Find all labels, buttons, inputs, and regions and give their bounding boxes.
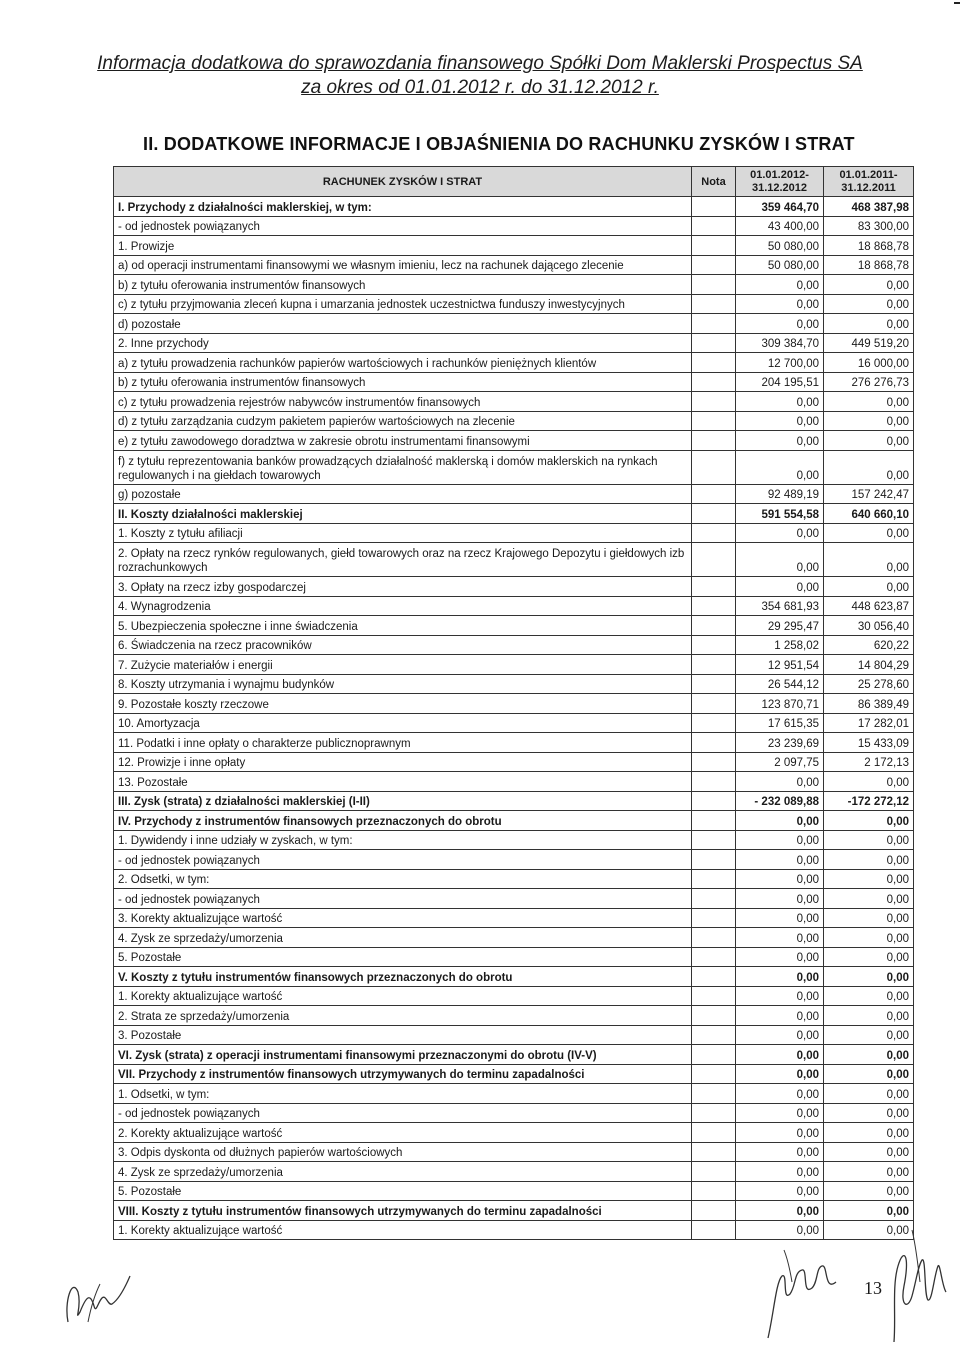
table-row	[114, 674, 914, 694]
row-value-2012: 0,00	[736, 850, 824, 870]
row-label: 1. Odsetki, w tym:	[114, 1084, 692, 1104]
row-nota	[692, 1220, 736, 1240]
row-label: VIII. Koszty z tytułu instrumentów finansowych utrzymywanych do terminu zapadalności	[114, 1201, 692, 1221]
row-value-2011: 0,00	[824, 1162, 914, 1182]
row-value-2012: 0,00	[736, 523, 824, 543]
row-value-2011: 449 519,20	[824, 333, 914, 353]
row-value-2011: 0,00	[824, 830, 914, 850]
row-value-2012: 0,00	[736, 986, 824, 1006]
row-label: 13. Pozostałe	[114, 772, 692, 792]
row-label: III. Zysk (strata) z działalności maklerskiej (I-II)	[114, 791, 692, 811]
row-label: a) od operacji instrumentami finansowymi we własnym imieniu, lecz na rachunek dającego zlecenie	[114, 255, 692, 275]
row-label: 11. Podatki i inne opłaty o charakterze publicznoprawnym	[114, 733, 692, 753]
row-label: 1. Korekty aktualizujące wartość	[114, 1220, 692, 1240]
row-value-2012: 0,00	[736, 392, 824, 412]
row-value-2011: 25 278,60	[824, 674, 914, 694]
row-value-2011: 30 056,40	[824, 616, 914, 636]
row-nota	[692, 928, 736, 948]
row-value-2011: 0,00	[824, 1103, 914, 1123]
table-row	[114, 1123, 914, 1143]
row-value-2012: 12 700,00	[736, 353, 824, 373]
table-row	[114, 275, 914, 295]
table-row	[114, 635, 914, 655]
row-value-2012: 0,00	[736, 1220, 824, 1240]
table-row	[114, 967, 914, 987]
row-nota	[692, 197, 736, 217]
row-value-2012: 0,00	[736, 577, 824, 597]
table-row	[114, 504, 914, 524]
row-nota	[692, 869, 736, 889]
row-value-2011: 0,00	[824, 1045, 914, 1065]
row-label: a) z tytułu prowadzenia rachunków papierów wartościowych i rachunków pieniężnych klientów	[114, 353, 692, 373]
row-nota	[692, 1142, 736, 1162]
table-row	[114, 1201, 914, 1221]
row-value-2011: 17 282,01	[824, 713, 914, 733]
row-nota	[692, 908, 736, 928]
row-value-2012: 0,00	[736, 294, 824, 314]
row-nota	[692, 830, 736, 850]
row-label: - od jednostek powiązanych	[114, 1103, 692, 1123]
table-row	[114, 523, 914, 543]
row-value-2012: 23 239,69	[736, 733, 824, 753]
table-row	[114, 655, 914, 675]
row-value-2011: 0,00	[824, 275, 914, 295]
row-label: 3. Korekty aktualizujące wartość	[114, 908, 692, 928]
table-row	[114, 216, 914, 236]
row-label: - od jednostek powiązanych	[114, 850, 692, 870]
table-row	[114, 372, 914, 392]
row-nota	[692, 504, 736, 524]
row-value-2011: 0,00	[824, 811, 914, 831]
row-value-2011: 0,00	[824, 908, 914, 928]
row-value-2011: 0,00	[824, 1006, 914, 1026]
table-row	[114, 1220, 914, 1240]
row-label: 5. Pozostałe	[114, 947, 692, 967]
row-value-2012: 0,00	[736, 811, 824, 831]
corner-mark	[954, 2, 960, 4]
table-row	[114, 830, 914, 850]
row-value-2011: 15 433,09	[824, 733, 914, 753]
row-label: 1. Prowizje	[114, 236, 692, 256]
row-value-2012: 0,00	[736, 1201, 824, 1221]
row-label: c) z tytułu prowadzenia rejestrów nabywców instrumentów finansowych	[114, 392, 692, 412]
row-value-2011: 0,00	[824, 1220, 914, 1240]
row-label: 2. Strata ze sprzedaży/umorzenia	[114, 1006, 692, 1026]
row-label: 12. Prowizje i inne opłaty	[114, 752, 692, 772]
document-header	[0, 52, 960, 100]
row-label: 9. Pozostałe koszty rzeczowe	[114, 694, 692, 714]
row-value-2012: 0,00	[736, 314, 824, 334]
row-value-2012: 29 295,47	[736, 616, 824, 636]
header-line-1: Informacja dodatkowa do sprawozdania finansowego Spółki Dom Maklerski Prospectus SA	[97, 53, 863, 74]
row-nota	[692, 752, 736, 772]
row-value-2012: 0,00	[736, 1045, 824, 1065]
row-value-2012: 0,00	[736, 411, 824, 431]
table-row	[114, 577, 914, 597]
income-statement-table	[113, 166, 914, 1240]
row-nota	[692, 216, 736, 236]
row-value-2011: 0,00	[824, 431, 914, 451]
table-row	[114, 752, 914, 772]
row-label: 1. Dywidendy i inne udziały w zyskach, w tym:	[114, 830, 692, 850]
row-label: 8. Koszty utrzymania i wynajmu budynków	[114, 674, 692, 694]
row-value-2011: 620,22	[824, 635, 914, 655]
row-label: e) z tytułu zawodowego doradztwa w zakresie obrotu instrumentami finansowymi	[114, 431, 692, 451]
row-value-2012: 17 615,35	[736, 713, 824, 733]
table-row	[114, 889, 914, 909]
row-value-2011: 0,00	[824, 523, 914, 543]
row-label: 4. Wynagrodzenia	[114, 596, 692, 616]
table-row	[114, 986, 914, 1006]
row-value-2012: 204 195,51	[736, 372, 824, 392]
row-value-2011: 2 172,13	[824, 752, 914, 772]
table-row	[114, 1006, 914, 1026]
row-value-2011: 0,00	[824, 947, 914, 967]
row-nota	[692, 431, 736, 451]
row-value-2011: 0,00	[824, 986, 914, 1006]
row-nota	[692, 986, 736, 1006]
row-nota	[692, 889, 736, 909]
row-value-2012: 0,00	[736, 1181, 824, 1201]
row-nota	[692, 733, 736, 753]
header-line-2: za okres od 01.01.2012 r. do 31.12.2012 r.	[301, 77, 659, 98]
row-value-2012: 1 258,02	[736, 635, 824, 655]
row-value-2011: 0,00	[824, 850, 914, 870]
table-row	[114, 353, 914, 373]
row-value-2011: 0,00	[824, 869, 914, 889]
row-value-2011: 468 387,98	[824, 197, 914, 217]
row-nota	[692, 523, 736, 543]
table-row	[114, 333, 914, 353]
row-value-2012: 0,00	[736, 275, 824, 295]
row-label: 3. Odpis dyskonta od dłużnych papierów wartościowych	[114, 1142, 692, 1162]
row-nota	[692, 1181, 736, 1201]
column-header-period-2012: 01.01.2012- 31.12.2012	[736, 167, 824, 197]
row-nota	[692, 1064, 736, 1084]
row-label: b) z tytułu oferowania instrumentów finansowych	[114, 275, 692, 295]
table-row	[114, 850, 914, 870]
table-row	[114, 928, 914, 948]
row-value-2012: 0,00	[736, 869, 824, 889]
row-nota	[692, 1045, 736, 1065]
row-value-2012: 0,00	[736, 947, 824, 967]
row-nota	[692, 1201, 736, 1221]
table-body	[114, 197, 914, 1240]
table-row	[114, 1142, 914, 1162]
row-nota	[692, 1103, 736, 1123]
row-nota	[692, 543, 736, 577]
page-number: 13	[864, 1278, 882, 1298]
row-label: d) pozostałe	[114, 314, 692, 334]
row-value-2012: 92 489,19	[736, 484, 824, 504]
row-label: VI. Zysk (strata) z operacji instrumentami finansowymi przeznaczonymi do obrotu (IV-V)	[114, 1045, 692, 1065]
column-header-title: RACHUNEK ZYSKÓW I STRAT	[114, 167, 692, 197]
row-value-2011: 18 868,78	[824, 236, 914, 256]
row-nota	[692, 372, 736, 392]
row-label: 5. Ubezpieczenia społeczne i inne świadczenia	[114, 616, 692, 636]
row-nota	[692, 392, 736, 412]
row-value-2011: 0,00	[824, 543, 914, 577]
table-row	[114, 197, 914, 217]
row-nota	[692, 635, 736, 655]
row-value-2011: 448 623,87	[824, 596, 914, 616]
row-label: 7. Zużycie materiałów i energii	[114, 655, 692, 675]
table-row	[114, 772, 914, 792]
row-label: 2. Inne przychody	[114, 333, 692, 353]
row-nota	[692, 655, 736, 675]
row-value-2012: 0,00	[736, 772, 824, 792]
table-row	[114, 1045, 914, 1065]
row-nota	[692, 596, 736, 616]
column-header-period-2011: 01.01.2011- 31.12.2011	[824, 167, 914, 197]
table-row	[114, 294, 914, 314]
row-label: - od jednostek powiązanych	[114, 216, 692, 236]
row-label: 1. Korekty aktualizujące wartość	[114, 986, 692, 1006]
row-value-2011: 86 389,49	[824, 694, 914, 714]
table-header-row	[114, 167, 914, 197]
row-nota	[692, 1162, 736, 1182]
row-nota	[692, 674, 736, 694]
row-value-2011: 0,00	[824, 411, 914, 431]
row-value-2011: 0,00	[824, 392, 914, 412]
row-nota	[692, 411, 736, 431]
row-value-2011: 0,00	[824, 1181, 914, 1201]
row-value-2011: 18 868,78	[824, 255, 914, 275]
row-value-2012: 0,00	[736, 1103, 824, 1123]
row-nota	[692, 1084, 736, 1104]
table-row	[114, 484, 914, 504]
row-label: V. Koszty z tytułu instrumentów finansowych przeznaczonych do obrotu	[114, 967, 692, 987]
row-nota	[692, 850, 736, 870]
row-value-2012: 43 400,00	[736, 216, 824, 236]
table-row	[114, 431, 914, 451]
section-title: II. DODATKOWE INFORMACJE I OBJAŚNIENIA DO RACHUNKU ZYSKÓW I STRAT	[143, 134, 855, 154]
row-value-2011: 0,00	[824, 314, 914, 334]
row-value-2012: 12 951,54	[736, 655, 824, 675]
row-value-2012: 0,00	[736, 967, 824, 987]
row-value-2012: 0,00	[736, 889, 824, 909]
row-nota	[692, 713, 736, 733]
row-label: 1. Koszty z tytułu afiliacji	[114, 523, 692, 543]
row-value-2012: - 232 089,88	[736, 791, 824, 811]
table-row	[114, 411, 914, 431]
row-label: 10. Amortyzacja	[114, 713, 692, 733]
table-row	[114, 616, 914, 636]
row-value-2011: 0,00	[824, 889, 914, 909]
row-value-2011: 0,00	[824, 1064, 914, 1084]
row-nota	[692, 275, 736, 295]
row-value-2011: 0,00	[824, 577, 914, 597]
row-nota	[692, 772, 736, 792]
row-value-2011: 0,00	[824, 1123, 914, 1143]
row-value-2012: 354 681,93	[736, 596, 824, 616]
row-value-2012: 0,00	[736, 431, 824, 451]
row-value-2012: 0,00	[736, 1123, 824, 1143]
row-label: - od jednostek powiązanych	[114, 889, 692, 909]
row-value-2011: 0,00	[824, 772, 914, 792]
row-value-2012: 0,00	[736, 908, 824, 928]
row-value-2012: 0,00	[736, 1064, 824, 1084]
table-row	[114, 236, 914, 256]
signature-right	[882, 1226, 952, 1346]
row-label: 4. Zysk ze sprzedaży/umorzenia	[114, 1162, 692, 1182]
row-value-2012: 50 080,00	[736, 236, 824, 256]
table-row	[114, 713, 914, 733]
row-nota	[692, 694, 736, 714]
table-row	[114, 543, 914, 577]
row-value-2011: 276 276,73	[824, 372, 914, 392]
row-nota	[692, 967, 736, 987]
row-nota	[692, 1025, 736, 1045]
row-value-2011: 16 000,00	[824, 353, 914, 373]
row-label: 2. Opłaty na rzecz rynków regulowanych, giełd towarowych oraz na rzecz Krajowego Depozytu i giełdowych izb rozrachunkowych	[114, 543, 692, 577]
row-value-2012: 123 870,71	[736, 694, 824, 714]
row-label: 4. Zysk ze sprzedaży/umorzenia	[114, 928, 692, 948]
row-value-2012: 0,00	[736, 1142, 824, 1162]
table-row	[114, 392, 914, 412]
row-label: d) z tytułu zarządzania cudzym pakietem papierów wartościowych na zlecenie	[114, 411, 692, 431]
column-header-nota: Nota	[692, 167, 736, 197]
row-value-2011: 0,00	[824, 1025, 914, 1045]
row-nota	[692, 616, 736, 636]
row-label: 2. Korekty aktualizujące wartość	[114, 1123, 692, 1143]
row-value-2012: 2 097,75	[736, 752, 824, 772]
row-nota	[692, 255, 736, 275]
row-value-2011: 0,00	[824, 928, 914, 948]
row-value-2011: 0,00	[824, 1142, 914, 1162]
row-label: IV. Przychody z instrumentów finansowych przeznaczonych do obrotu	[114, 811, 692, 831]
row-nota	[692, 484, 736, 504]
table-row	[114, 791, 914, 811]
row-nota	[692, 791, 736, 811]
row-value-2012: 0,00	[736, 543, 824, 577]
table-row	[114, 1064, 914, 1084]
row-value-2011: 0,00	[824, 1084, 914, 1104]
table-row	[114, 450, 914, 484]
row-nota	[692, 450, 736, 484]
row-nota	[692, 1006, 736, 1026]
row-nota	[692, 1123, 736, 1143]
row-value-2011: 0,00	[824, 967, 914, 987]
row-label: II. Koszty działalności maklerskiej	[114, 504, 692, 524]
row-nota	[692, 353, 736, 373]
row-value-2012: 0,00	[736, 1025, 824, 1045]
row-label: 3. Pozostałe	[114, 1025, 692, 1045]
row-label: 2. Odsetki, w tym:	[114, 869, 692, 889]
row-value-2011: 83 300,00	[824, 216, 914, 236]
row-value-2011: 0,00	[824, 294, 914, 314]
row-value-2012: 50 080,00	[736, 255, 824, 275]
row-value-2012: 591 554,58	[736, 504, 824, 524]
row-value-2011: 14 804,29	[824, 655, 914, 675]
row-nota	[692, 294, 736, 314]
row-value-2012: 0,00	[736, 1084, 824, 1104]
row-value-2011: 640 660,10	[824, 504, 914, 524]
row-nota	[692, 236, 736, 256]
row-label: b) z tytułu oferowania instrumentów finansowych	[114, 372, 692, 392]
table-row	[114, 947, 914, 967]
table-row	[114, 1025, 914, 1045]
row-value-2011: 0,00	[824, 1201, 914, 1221]
table-row	[114, 255, 914, 275]
row-value-2011: 0,00	[824, 450, 914, 484]
row-nota	[692, 947, 736, 967]
row-label: 3. Opłaty na rzecz izby gospodarczej	[114, 577, 692, 597]
row-label: g) pozostałe	[114, 484, 692, 504]
table-row	[114, 1103, 914, 1123]
signature-middle	[762, 1242, 842, 1342]
row-value-2012: 0,00	[736, 928, 824, 948]
table-row	[114, 733, 914, 753]
row-value-2011: -172 272,12	[824, 791, 914, 811]
table-row	[114, 694, 914, 714]
row-value-2012: 309 384,70	[736, 333, 824, 353]
row-value-2012: 359 464,70	[736, 197, 824, 217]
signature-left	[60, 1262, 140, 1332]
row-label: 6. Świadczenia na rzecz pracowników	[114, 635, 692, 655]
row-label: VII. Przychody z instrumentów finansowych utrzymywanych do terminu zapadalności	[114, 1064, 692, 1084]
table-row	[114, 1162, 914, 1182]
table-row	[114, 596, 914, 616]
row-value-2012: 0,00	[736, 450, 824, 484]
row-value-2011: 157 242,47	[824, 484, 914, 504]
row-nota	[692, 811, 736, 831]
row-nota	[692, 314, 736, 334]
row-value-2012: 0,00	[736, 1006, 824, 1026]
row-label: 5. Pozostałe	[114, 1181, 692, 1201]
row-nota	[692, 577, 736, 597]
table-row	[114, 1181, 914, 1201]
row-value-2012: 0,00	[736, 830, 824, 850]
row-label: f) z tytułu reprezentowania banków prowadzących działalność maklerską i domów maklerskich na rynkach regulowanych i na giełdach towarowych	[114, 450, 692, 484]
row-value-2012: 26 544,12	[736, 674, 824, 694]
row-value-2012: 0,00	[736, 1162, 824, 1182]
table-row	[114, 1084, 914, 1104]
row-label: c) z tytułu przyjmowania zleceń kupna i umarzania jednostek uczestnictwa funduszy inwestycyjnych	[114, 294, 692, 314]
row-label: I. Przychody z działalności maklerskiej, w tym:	[114, 197, 692, 217]
table-row	[114, 908, 914, 928]
table-row	[114, 314, 914, 334]
table-row	[114, 811, 914, 831]
row-nota	[692, 333, 736, 353]
table-row	[114, 869, 914, 889]
